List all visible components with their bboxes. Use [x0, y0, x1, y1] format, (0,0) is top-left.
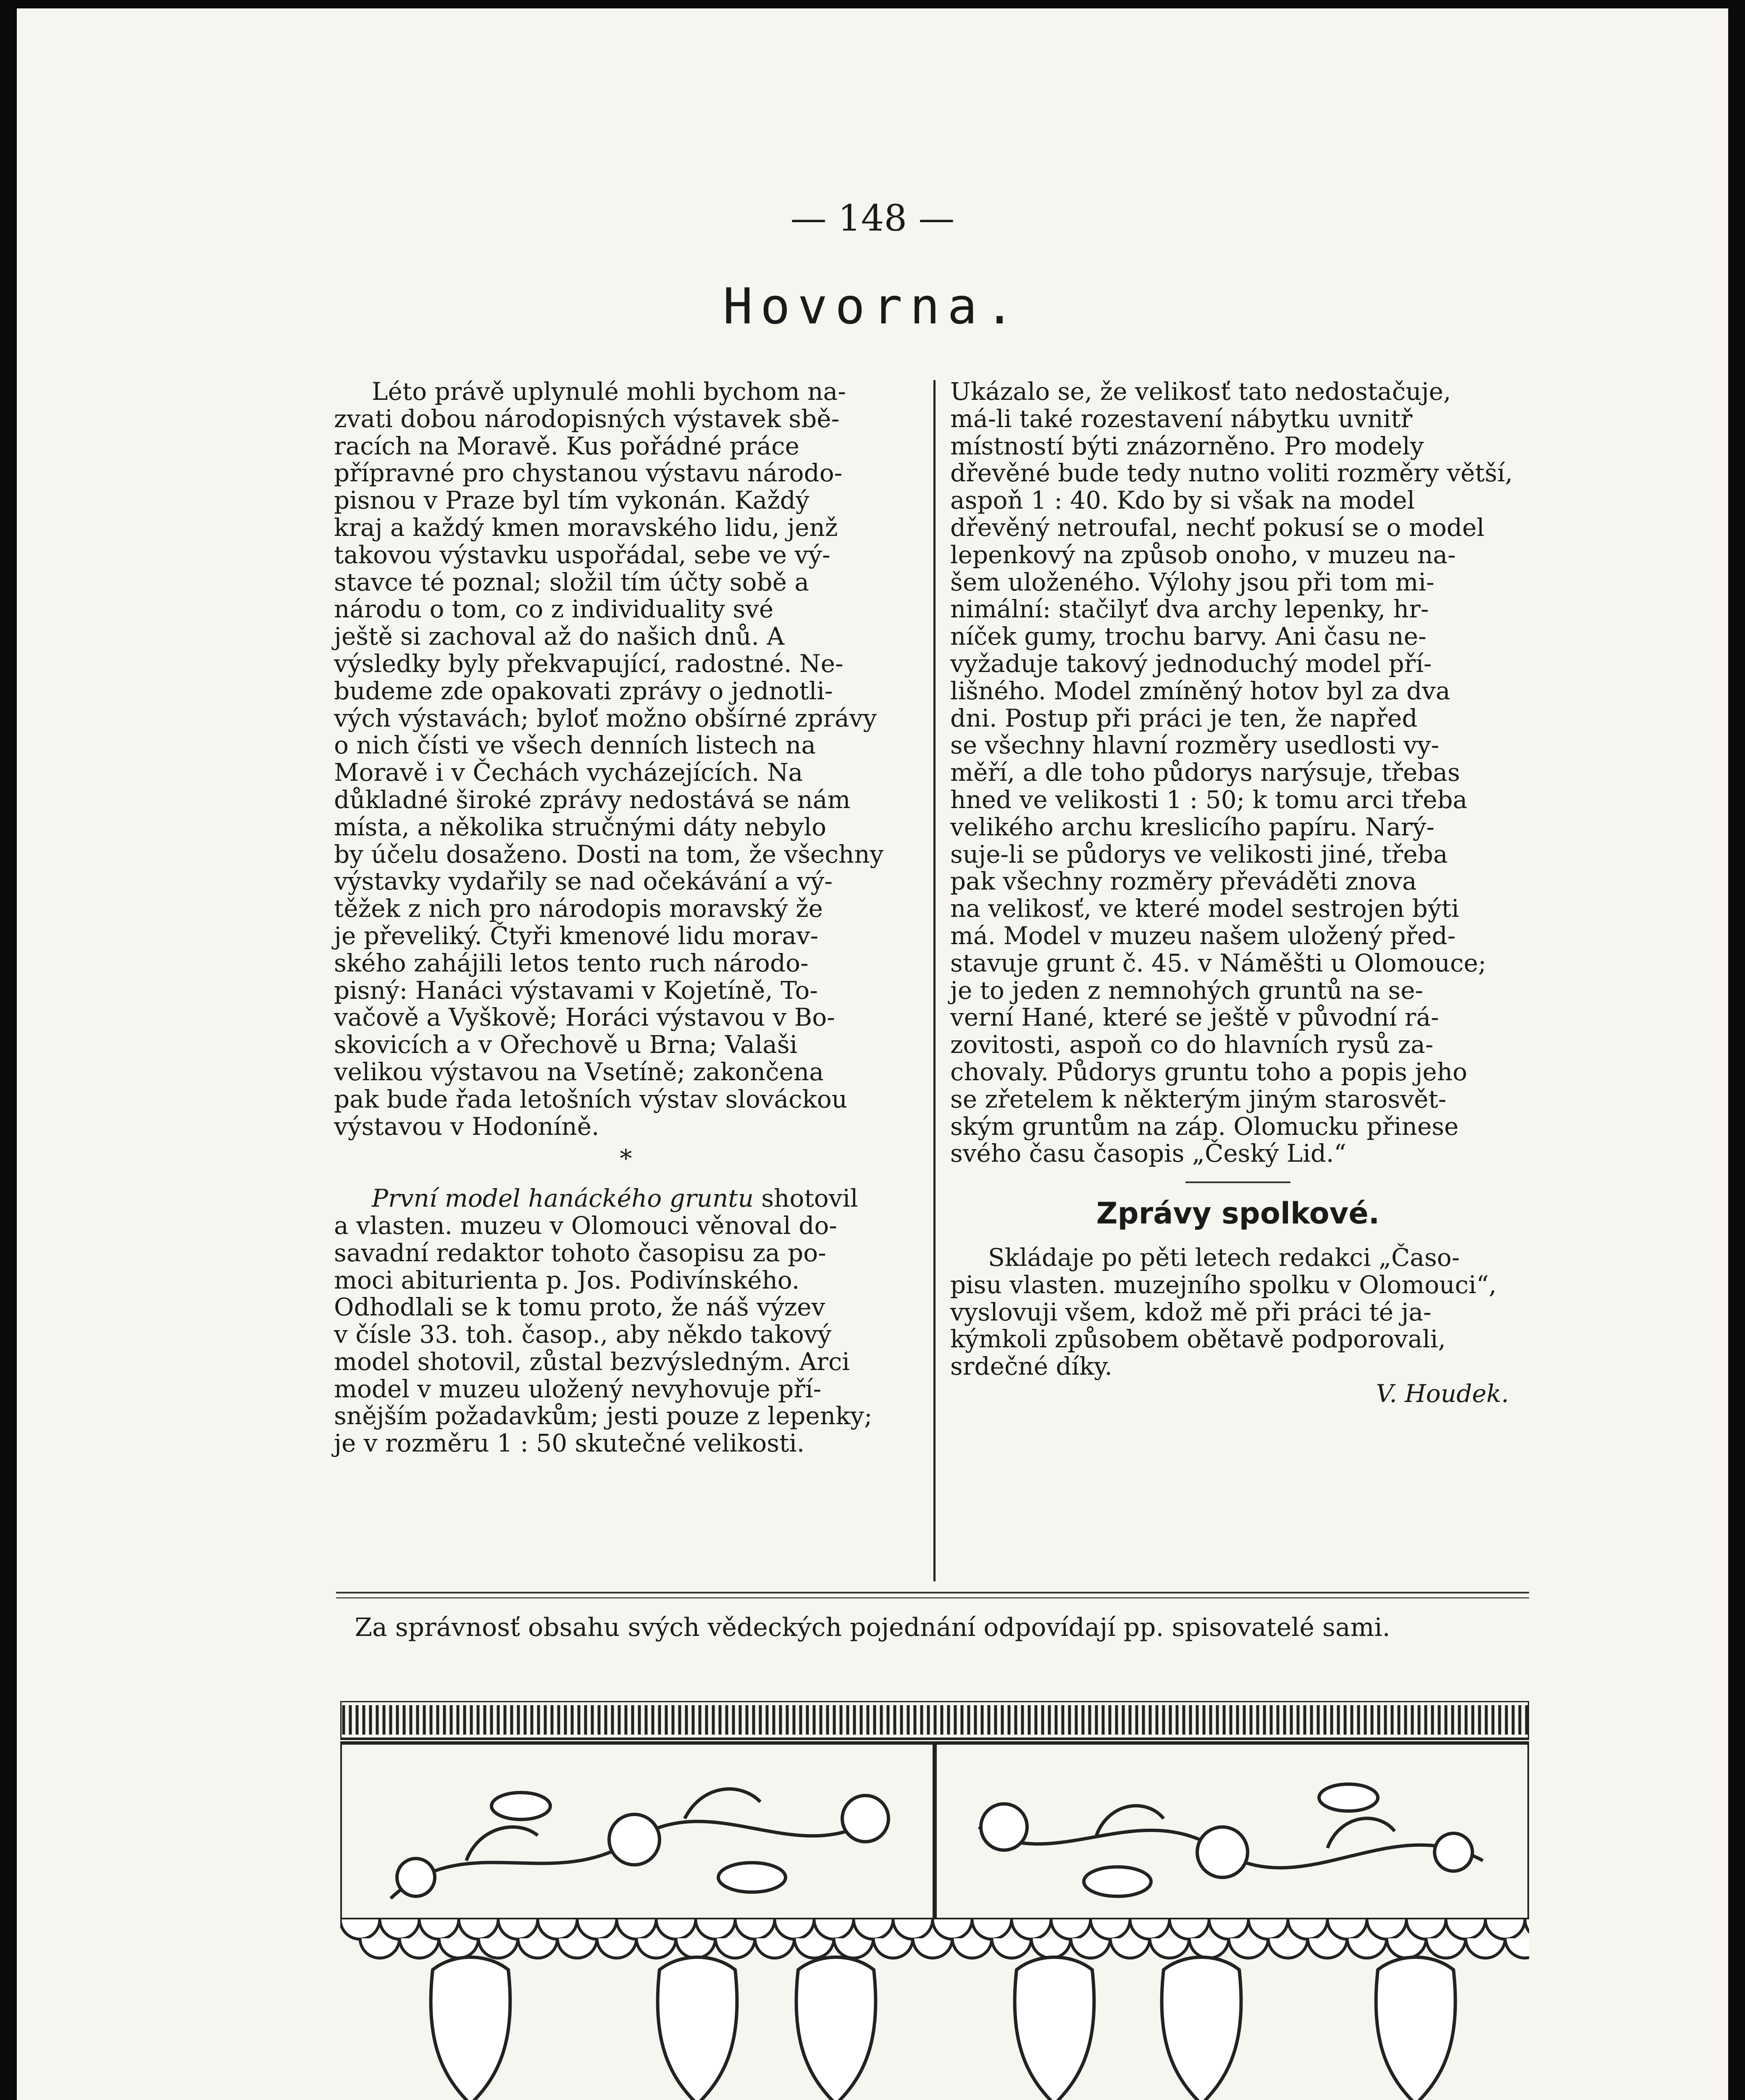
ornament-flower	[842, 1796, 888, 1842]
text-line: vačově a Vyškově; Horáci výstavou v Bo-	[334, 1003, 835, 1032]
ornament-scallops	[340, 1919, 1529, 1958]
left-column-paragraph-1	[334, 378, 918, 1140]
ornament-scallop	[557, 1938, 597, 1958]
ornament-scallop	[735, 1919, 775, 1939]
text-line: by účelu dosaženo. Dosti na tom, že všechny	[334, 840, 884, 869]
ornament-leaf	[718, 1863, 786, 1892]
text-line: ským gruntům na záp. Olomucku přinese	[950, 1112, 1459, 1141]
text-line: moci abiturienta p. Jos. Podivínského.	[334, 1265, 800, 1294]
page-number: — 148 —	[790, 197, 955, 239]
text-line: lišného. Model zmíněný hotov byl za dva	[950, 676, 1451, 705]
text-line: Ukázalo se, že velikosť tato nedostačuje,	[950, 377, 1451, 406]
text-line: stavuje grunt č. 45. v Náměšti u Olomouce;	[950, 948, 1487, 977]
ornament-flower	[397, 1858, 435, 1896]
right-column-paragraph	[950, 378, 1526, 1167]
text-line: hned ve velikosti 1 : 50; k tomu arci třeba	[950, 785, 1467, 814]
ornament-scallop	[1130, 1919, 1169, 1939]
ornament-scallop	[992, 1938, 1031, 1958]
text-line: stavce té poznal; složil tím účty sobě a	[334, 567, 809, 596]
ornament-scallop	[1426, 1938, 1466, 1958]
disclaimer-note: Za správnosť obsahu svých vědeckých pojednání odpovídají pp. spisovatelé sami.	[355, 1613, 1390, 1642]
page-title: Hovorna.	[723, 277, 1022, 335]
signature: V. Houdek.	[1376, 1379, 1509, 1408]
ornament-scallop	[498, 1919, 538, 1939]
text-line: dřevěný netroufal, nechť pokusí se o model	[950, 513, 1485, 542]
text-line: ského zahájili letos tento ruch národo-	[334, 948, 809, 977]
footer-rule-top	[336, 1592, 1529, 1593]
text-line: výstavky vydařily se nad očekávání a vý-	[334, 867, 833, 896]
ornament-scallop	[656, 1919, 696, 1939]
ornament-scallop	[577, 1919, 617, 1939]
text-line: zvati dobou národopisných výstavek sbě-	[334, 404, 840, 433]
text-line: na velikosť, ve které model sestrojen býti	[950, 894, 1459, 923]
ornament-scallop	[380, 1919, 419, 1939]
text-line: šem uloženého. Výlohy jsou při tom mi-	[950, 567, 1435, 596]
ornament-scallop	[1485, 1919, 1525, 1939]
text-line: v čísle 33. toh. časop., aby někdo takový	[334, 1320, 832, 1349]
section-rule	[1185, 1181, 1290, 1183]
italic-lead: První model hanáckého gruntu	[372, 1184, 754, 1213]
text-line: Skládaje po pěti letech redakci „Časo-	[988, 1243, 1460, 1272]
ornament-scallop	[794, 1938, 834, 1958]
column-divider	[933, 380, 936, 1581]
text-line: kraj a každý kmen moravského lidu, jenž	[334, 513, 838, 542]
ornament-scallop	[1209, 1919, 1248, 1939]
ornament-bell	[796, 1957, 876, 2100]
section-heading: Zprávy spolkové.	[1096, 1196, 1380, 1231]
text-line: vých výstavách; byloť možno obšírné zprávy	[334, 704, 877, 732]
ornament-leaf	[1084, 1867, 1151, 1896]
ornament-scallop	[1031, 1938, 1071, 1958]
ornament-flower	[1197, 1827, 1248, 1877]
text-line: model shotovil, zůstal bezvýsledným. Arci	[334, 1347, 850, 1376]
lead-rest: shotovil	[761, 1184, 858, 1213]
text-line: dni. Postup při práci je ten, že napřed	[950, 704, 1418, 732]
text-line: měří, a dle toho půdorys narýsuje, třebas	[950, 758, 1460, 787]
text-line: Léto právě uplynulé mohli bychom na-	[372, 377, 846, 406]
text-line: pak všechny rozměry převáděti znova	[950, 867, 1417, 896]
text-line: má-li také rozestavení nábytku uvnitř	[950, 404, 1413, 433]
ornament-scallop	[933, 1919, 972, 1939]
text-line: pisu vlasten. muzejního spolku v Olomouci“,	[950, 1270, 1497, 1299]
left-column-paragraph-2-lead	[334, 1185, 918, 1212]
ornament-scallop	[834, 1938, 873, 1958]
notice-paragraph	[950, 1244, 1526, 1380]
ornament-scallop	[636, 1938, 676, 1958]
ornament-scallop	[1525, 1919, 1529, 1939]
text-line: pisný: Hanáci výstavami v Kojetíně, To-	[334, 976, 818, 1005]
text-line: Moravě i v Čechách vycházejících. Na	[334, 758, 803, 787]
ornament-scallop	[1327, 1919, 1367, 1939]
text-line: důkladné široké zprávy nedostává se nám	[334, 785, 851, 814]
ornament-flower	[1435, 1833, 1472, 1871]
text-line: má. Model v muzeu našem uložený před-	[950, 921, 1456, 950]
right-column	[950, 378, 1526, 1407]
ornament-flower	[981, 1804, 1027, 1850]
ornament-scallop	[1012, 1919, 1051, 1939]
ornament-scallop	[873, 1938, 913, 1958]
ornament-scallop	[676, 1938, 715, 1958]
text-line: výstavou v Hodoníně.	[334, 1112, 599, 1141]
text-line: je to jeden z nemnohých gruntů na se-	[950, 976, 1424, 1005]
ornament-scallop	[459, 1919, 498, 1939]
ornament-scallop	[1347, 1938, 1387, 1958]
text-line: výsledky byly překvapující, radostné. Ne-	[334, 649, 844, 678]
ornament-scallop	[518, 1938, 557, 1958]
text-line: nimální: stačilyť dva archy lepenky, hr-	[950, 595, 1429, 624]
text-line: aspoň 1 : 40. Kdo by si však na model	[950, 486, 1415, 515]
ornament-scallop	[439, 1938, 478, 1958]
ornament-scallop	[597, 1938, 636, 1958]
ornament-scallop	[1248, 1919, 1288, 1939]
ornament-scallop	[893, 1919, 933, 1939]
ornament-scallop	[1308, 1938, 1347, 1958]
ornament-scallop	[1169, 1919, 1209, 1939]
ornament-scallop	[1288, 1919, 1327, 1939]
ornament-leaf	[1319, 1784, 1378, 1811]
text-line: budeme zde opakovati zprávy o jednotli-	[334, 676, 833, 705]
ornament-scallop	[1150, 1938, 1189, 1958]
text-line: a vlasten. muzeu v Olomouci věnoval do-	[334, 1211, 837, 1240]
ornament-scallop	[419, 1919, 459, 1939]
ornament-bell	[658, 1957, 737, 2100]
ornament-scallop	[972, 1919, 1012, 1939]
text-line: Odhodlali se k tomu proto, že náš výzev	[334, 1293, 825, 1322]
text-line: níček gumy, trochu barvy. Ani času ne-	[950, 622, 1427, 651]
text-line: pak bude řada letošních výstav slováckou	[334, 1084, 848, 1113]
text-line: savadní redaktor tohoto časopisu za po-	[334, 1238, 826, 1267]
text-line: racích na Moravě. Kus pořádné práce	[334, 431, 800, 460]
text-line: národu o tom, co z individuality své	[334, 595, 774, 624]
ornament-bell	[1015, 1957, 1094, 2100]
text-line: lepenkový na způsob onoho, v muzeu na-	[950, 540, 1456, 569]
ornament-scallop	[360, 1938, 399, 1958]
text-line: pisnou v Praze byl tím vykonán. Každý	[334, 486, 809, 515]
ornament-leaf	[491, 1793, 550, 1819]
ornament-scallop	[1091, 1919, 1130, 1939]
ornament-scallop	[1229, 1938, 1268, 1958]
text-line: velikou výstavou na Vsetíně; zakončena	[334, 1057, 824, 1086]
left-column-paragraph-2	[334, 1212, 918, 1457]
ornament-scallop	[1406, 1919, 1446, 1939]
text-line: místa, a několika stručnými dáty nebylo	[334, 812, 827, 841]
ornament-scallop	[1051, 1919, 1091, 1939]
ornament-scallop	[696, 1919, 735, 1939]
footer-rule-bottom	[336, 1597, 1529, 1599]
ornament-scallop	[775, 1919, 814, 1939]
ornament-scallop	[952, 1938, 992, 1958]
text-line: velikého archu kreslicího papíru. Narý-	[950, 812, 1435, 841]
text-line: místností býti znázorněno. Pro modely	[950, 431, 1424, 460]
ornament-bell	[1162, 1957, 1241, 2100]
text-line: model v muzeu uložený nevyhovuje pří-	[334, 1374, 822, 1403]
text-line: chovaly. Půdorys gruntu toho a popis jeho	[950, 1057, 1467, 1086]
ornament-bells	[431, 1957, 1456, 2100]
section-separator-star: *	[620, 1144, 632, 1173]
ornament-scallop	[538, 1919, 577, 1939]
ornament-scallop	[1446, 1919, 1485, 1939]
text-line: přípravné pro chystanou výstavu národo-	[334, 459, 843, 488]
ornament-scallop	[814, 1919, 854, 1939]
ornament-scallop	[1505, 1938, 1529, 1958]
left-column	[334, 378, 918, 1457]
ornament-flower	[609, 1814, 660, 1865]
ornament-scallop	[340, 1919, 380, 1939]
folk-ornament-border	[340, 1701, 1529, 2100]
ornament-scallop	[854, 1919, 893, 1939]
ornament-scallop	[1189, 1938, 1229, 1958]
ornament-scallop	[755, 1938, 794, 1958]
ornament-scallop	[1071, 1938, 1110, 1958]
text-line: vyžaduje takový jednoduchý model pří-	[950, 649, 1432, 678]
ornament-scallop	[1110, 1938, 1150, 1958]
ornament-scallop	[399, 1938, 439, 1958]
text-line: srdečné díky.	[950, 1352, 1112, 1381]
text-line: je v rozměru 1 : 50 skutečné velikosti.	[334, 1429, 805, 1458]
ornament-scallop	[1466, 1938, 1505, 1958]
text-line: těžek z nich pro národopis moravský že	[334, 894, 823, 923]
ornament-scallop	[1367, 1919, 1406, 1939]
text-line: je převeliký. Čtyři kmenové lidu morav-	[334, 921, 819, 950]
ornament-scallop	[1387, 1938, 1426, 1958]
text-line: se všechny hlavní rozměry usedlosti vy-	[950, 731, 1440, 760]
text-line: zovitosti, aspoň co do hlavních rysů za-	[950, 1030, 1434, 1059]
ornament-bell	[431, 1957, 510, 2100]
text-line: kýmkoli způsobem obětavě podporovali,	[950, 1325, 1446, 1354]
ornament-scallop	[1268, 1938, 1308, 1958]
text-line: skovicích a v Ořechově u Brna; Valaši	[334, 1030, 798, 1059]
text-line: snějším požadavkům; jesti pouze z lepenky;	[334, 1402, 872, 1431]
text-line: takovou výstavku uspořádal, sebe ve vý-	[334, 540, 830, 569]
text-line: ještě si zachoval až do našich dnů. A	[334, 622, 785, 651]
ornament-scallop	[913, 1938, 952, 1958]
text-line: vyslovuji všem, kdož mě při práci té ja-	[950, 1297, 1432, 1326]
text-line: svého času časopis „Český Lid.“	[950, 1139, 1346, 1168]
ornament-bell	[1376, 1957, 1456, 2100]
text-line: o nich čísti ve všech denních listech na	[334, 731, 816, 760]
ornament-scallop	[617, 1919, 656, 1939]
ornament-scallop	[478, 1938, 518, 1958]
text-line: dřevěné bude tedy nutno voliti rozměry větší,	[950, 459, 1513, 488]
text-line: se zřetelem k některým jiným starosvět-	[950, 1084, 1447, 1113]
ornament-scallop	[715, 1938, 755, 1958]
text-line: suje-li se půdorys ve velikosti jiné, třeba	[950, 840, 1448, 869]
text-line: verní Hané, které se ještě v původní rá-	[950, 1003, 1439, 1032]
